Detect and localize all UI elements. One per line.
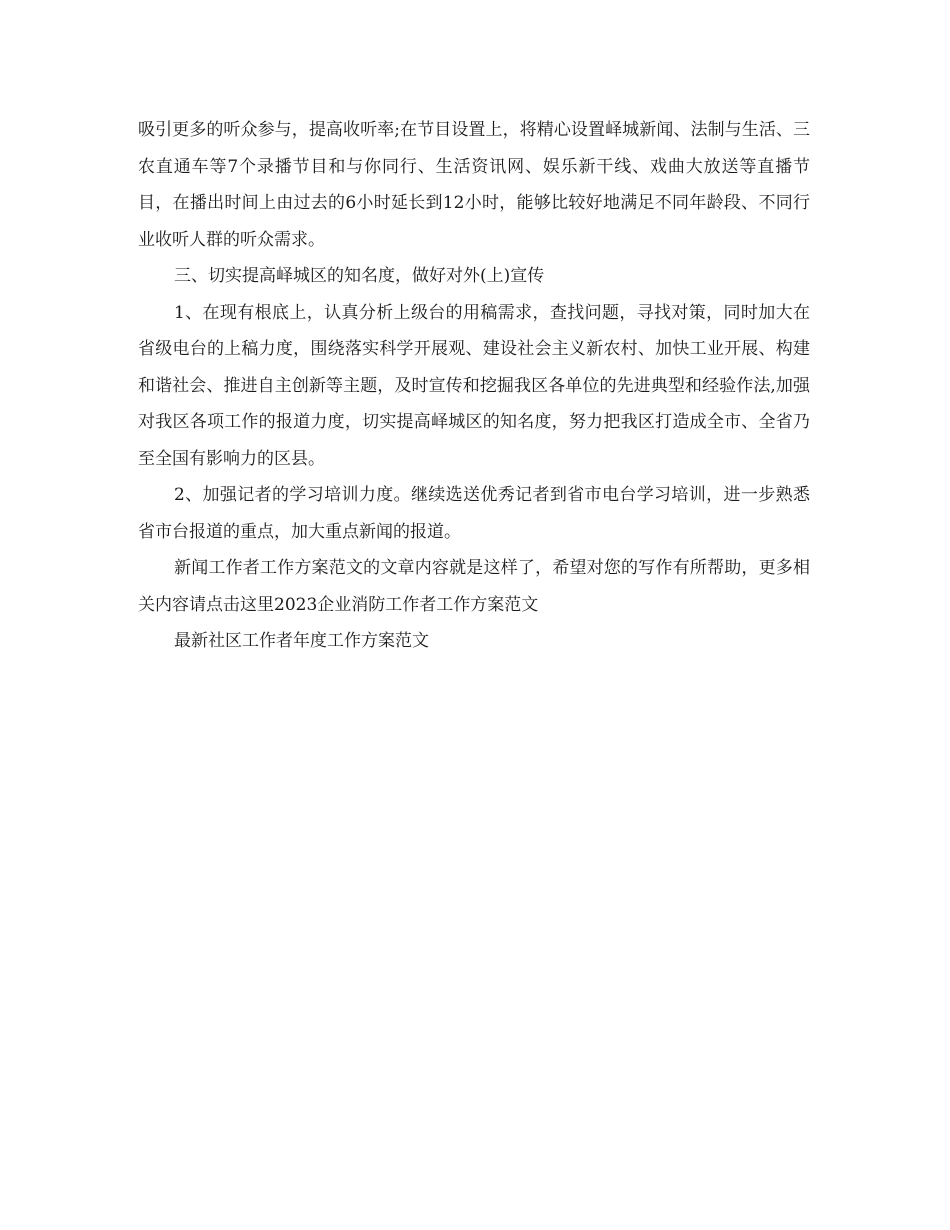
related-article-link[interactable]: 最新社区工作者年度工作方案范文: [174, 631, 429, 651]
section-heading: 三、切实提高峄城区的知名度，做好对外(上)宣传: [174, 266, 545, 286]
paragraph-continuation: 吸引更多的听众参与，提高收听率;在节目设置上，将精心设置峄城新闻、法制与生活、三农直通车等7个录播节目和与你同行、生活资讯网、娱乐新干线、戏曲大放送等直播节目，在播出时间上由过去的6小时延长到12小时，能够比较好地满足不同年龄段、不同行业收听人群的听众需求。: [138, 120, 810, 250]
document-body: [138, 112, 810, 660]
paragraph-item-1: 1、在现有根底上，认真分析上级台的用稿需求，查找问题，寻找对策，同时加大在省级电台的上稿力度，围绕落实科学开展观、建设社会主义新农村、加快工业开展、构建和谐社会、推进自主创新等主题，及时宣传和挖掘我区各单位的先进典型和经验作法,加强对我区各项工作的报道力度，切实提高峄城区的知名度，努力把我区打造成全市、全省乃至全国有影响力的区县。: [138, 302, 810, 469]
paragraph-item-2: 2、加强记者的学习培训力度。继续选送优秀记者到省市电台学习培训，进一步熟悉省市台报道的重点，加大重点新闻的报道。: [138, 485, 810, 542]
closing-paragraph: 新闻工作者工作方案范文的文章内容就是这样了，希望对您的写作有所帮助，更多相关内容请点击这里2023企业消防工作者工作方案范文: [138, 558, 810, 615]
